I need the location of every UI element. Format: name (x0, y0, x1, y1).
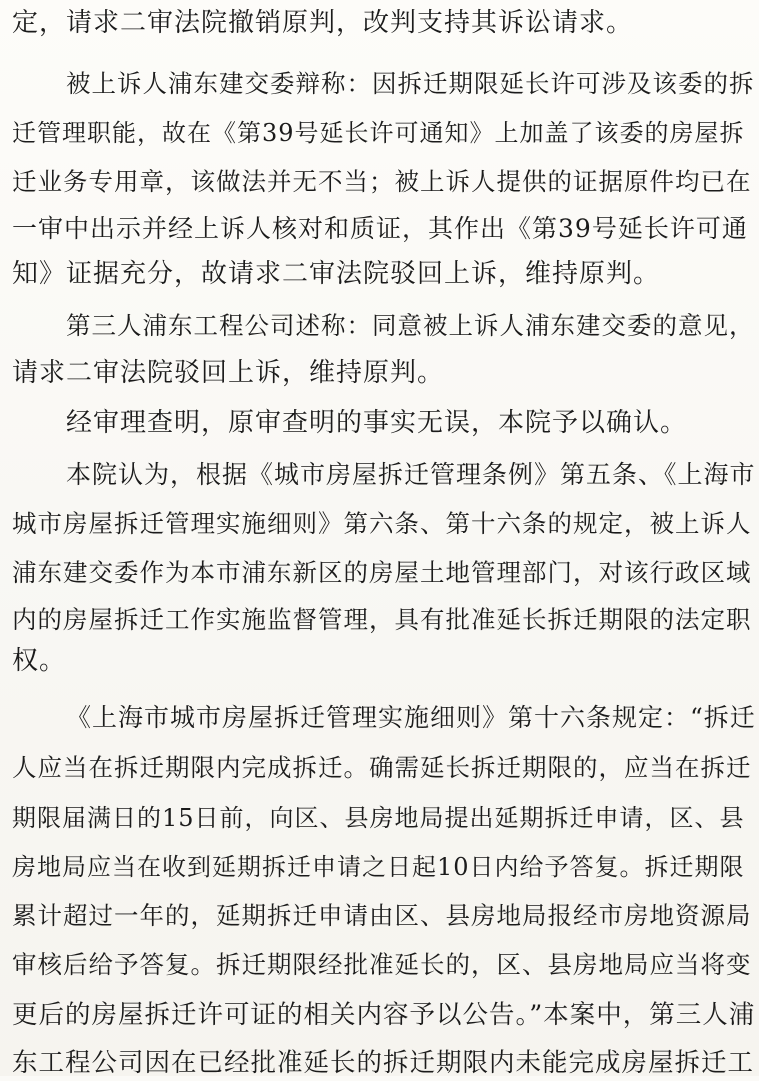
text-line: 第三人浦东工程公司述称：同意被上诉人浦东建交委的意见， (66, 311, 755, 340)
text-line: 知》证据充分，故请求二审法院驳回上诉，维持原判。 (12, 259, 661, 289)
text-line: 东工程公司因在已经批准延长的拆迁期限内未能完成房屋拆迁工 (12, 1048, 755, 1078)
text-line: 人应当在拆迁期限内完成拆迁。确需延长拆迁期限的，应当在拆迁 (12, 753, 752, 782)
text-line: 定，请求二审法院撤销原判，改判支持其诉讼请求。 (12, 8, 634, 38)
text-line: 经审理查明，原审查明的事实无误，本院予以确认。 (66, 408, 688, 438)
text-line: 权。 (12, 646, 67, 676)
text-line: 《上海市城市房屋拆迁管理实施细则》第十六条规定：“拆迁 (66, 703, 756, 732)
text-line: 被上诉人浦东建交委辩称：因拆迁期限延长许可涉及该委的拆 (66, 69, 755, 98)
text-line: 迁业务专用章，该做法并无不当；被上诉人提供的证据原件均已在 (12, 167, 752, 196)
text-line: 迁管理职能，故在《第39号延长许可通知》上加盖了该委的房屋拆 (12, 119, 745, 147)
text-line: 本院认为，根据《城市房屋拆迁管理条例》第五条、《上海市 (66, 460, 756, 489)
text-line: 一审中出示并经上诉人核对和质证，其作出《第39号延长许可通 (12, 214, 748, 243)
text-line: 房地局应当在收到延期拆迁申请之日起10日内给予答复。拆迁期限 (12, 853, 745, 881)
text-line: 累计超过一年的，延期拆迁申请由区、县房地局报经市房地资源局 (12, 901, 752, 930)
text-line: 浦东建交委作为本市浦东新区的房屋土地管理部门，对该行政区域 (12, 558, 752, 587)
text-line: 内的房屋拆迁工作实施监督管理，具有批准延长拆迁期限的法定职 (12, 605, 752, 634)
text-line: 更后的房屋拆迁许可证的相关内容予以公告。”本案中，第三人浦 (12, 1000, 756, 1030)
text-line: 审核后给予答复。拆迁期限经批准延长的，区、县房地局应当将变 (12, 950, 752, 979)
text-line: 城市房屋拆迁管理实施细则》第六条、第十六条的规定，被上诉人 (12, 509, 752, 538)
text-line: 期限届满日的15日前，向区、县房地局提出延期拆迁申请，区、县 (12, 804, 745, 832)
text-line: 请求二审法院驳回上诉，维持原判。 (12, 358, 445, 388)
